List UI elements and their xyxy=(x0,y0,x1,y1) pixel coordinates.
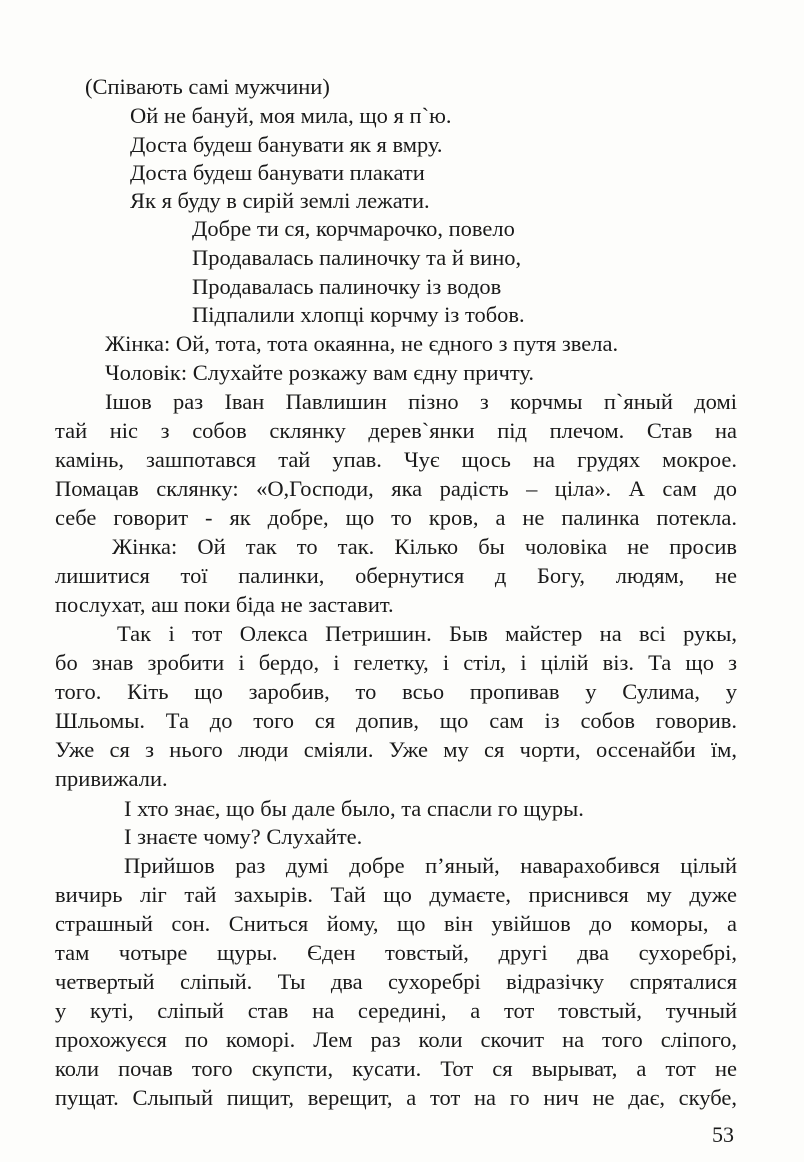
paragraph-line: І знаєте чому? Слухайте. xyxy=(124,824,363,849)
stage-direction: (Співають самі мужчини) xyxy=(85,74,330,99)
song-line: Доста будеш банувати плакати xyxy=(130,160,425,185)
paragraph-line: лишитися тої палинки, обернутися д Богу, людям, не xyxy=(55,563,737,588)
paragraph-line: Жінка: Ой так то так. Кілько бы чоловіка не просив xyxy=(112,534,737,559)
song-line: Підпалили хлопці корчму із тобов. xyxy=(192,302,525,327)
paragraph-line: Так і тот Олекса Петришин. Быв майстер на всі рукы, xyxy=(117,621,737,646)
paragraph-line: тай ніс з собов склянку дерев`янки під плечом. Став на xyxy=(55,418,737,443)
dialogue-line: Жінка: Ой, тота, тота окаянна, не єдного з путя звела. xyxy=(105,331,619,356)
paragraph-line: камінь, зашпотався тай упав. Чує щось на грудях мокрое. xyxy=(55,447,737,472)
song-line: Продавалась палиночку із водов xyxy=(192,274,502,299)
page-number: 53 xyxy=(712,1122,734,1147)
paragraph-line: вичирь ліг тай захырів. Тай що думаєте, приснився му дуже xyxy=(55,882,737,907)
dialogue-line: Чоловік: Слухайте розкажу вам єдну причту. xyxy=(105,360,535,385)
song-line: Доста будеш банувати як я вмру. xyxy=(130,132,443,157)
paragraph-line: себе говорит - як добре, що то кров, а не палинка потекла. xyxy=(55,505,737,530)
paragraph-line: страшный сон. Сниться йому, що він увійшов до коморы, а xyxy=(55,911,737,936)
paragraph-line: І хто знає, що бы дале было, та спасли го щуры. xyxy=(124,796,584,821)
song-line: Ой не бануй, моя мила, що я п`ю. xyxy=(130,103,452,128)
song-line: Продавалась палиночку та й вино, xyxy=(192,245,522,270)
paragraph-line: бо знав зробити і бердо, і гелетку, і стіл, і цілій віз. Та що з xyxy=(55,650,737,675)
paragraph-line: четвертый сліпый. Ты два сухоребрі відразічку спряталися xyxy=(55,969,737,994)
paragraph-line: послухат, аш поки біда не заставит. xyxy=(55,592,394,617)
paragraph-line: Помацав склянку: «О,Господи, яка радість – ціла». А сам до xyxy=(55,476,737,501)
song-line: Добре ти ся, корчмарочко, повело xyxy=(192,216,515,241)
paragraph-line: там чотыре щуры. Єден товстый, другі два сухоребрі, xyxy=(55,940,737,965)
paragraph-line: Уже ся з нього люди сміяли. Уже му ся чорти, оссенайби їм, xyxy=(55,737,737,762)
paragraph-line: привижали. xyxy=(55,766,168,791)
paragraph-line: у куті, сліпый став на середині, а тот товстый, тучный xyxy=(55,998,737,1023)
paragraph-line: Ішов раз Іван Павлишин пізно з корчмы п`яный домі xyxy=(105,389,737,414)
paragraph-line: пущат. Слыпый пищит, верещит, а тот на го нич не дає, скубе, xyxy=(55,1085,737,1110)
song-line: Як я буду в сирій землі лежати. xyxy=(130,188,430,213)
paragraph-line: того. Кіть що заробив, то всьо пропивав у Сулима, у xyxy=(55,679,737,704)
paragraph-line: коли почав того скупсти, кусати. Тот ся вырыват, а тот не xyxy=(55,1056,737,1081)
paragraph-line: прохожуєся по коморі. Лем раз коли скочит на того сліпого, xyxy=(55,1027,737,1052)
paragraph-line: Прийшов раз думі добре п’яный, наварахобився цілый xyxy=(124,853,737,878)
paragraph-line: Шльомы. Та до того ся допив, що сам із собов говорив. xyxy=(55,708,737,733)
